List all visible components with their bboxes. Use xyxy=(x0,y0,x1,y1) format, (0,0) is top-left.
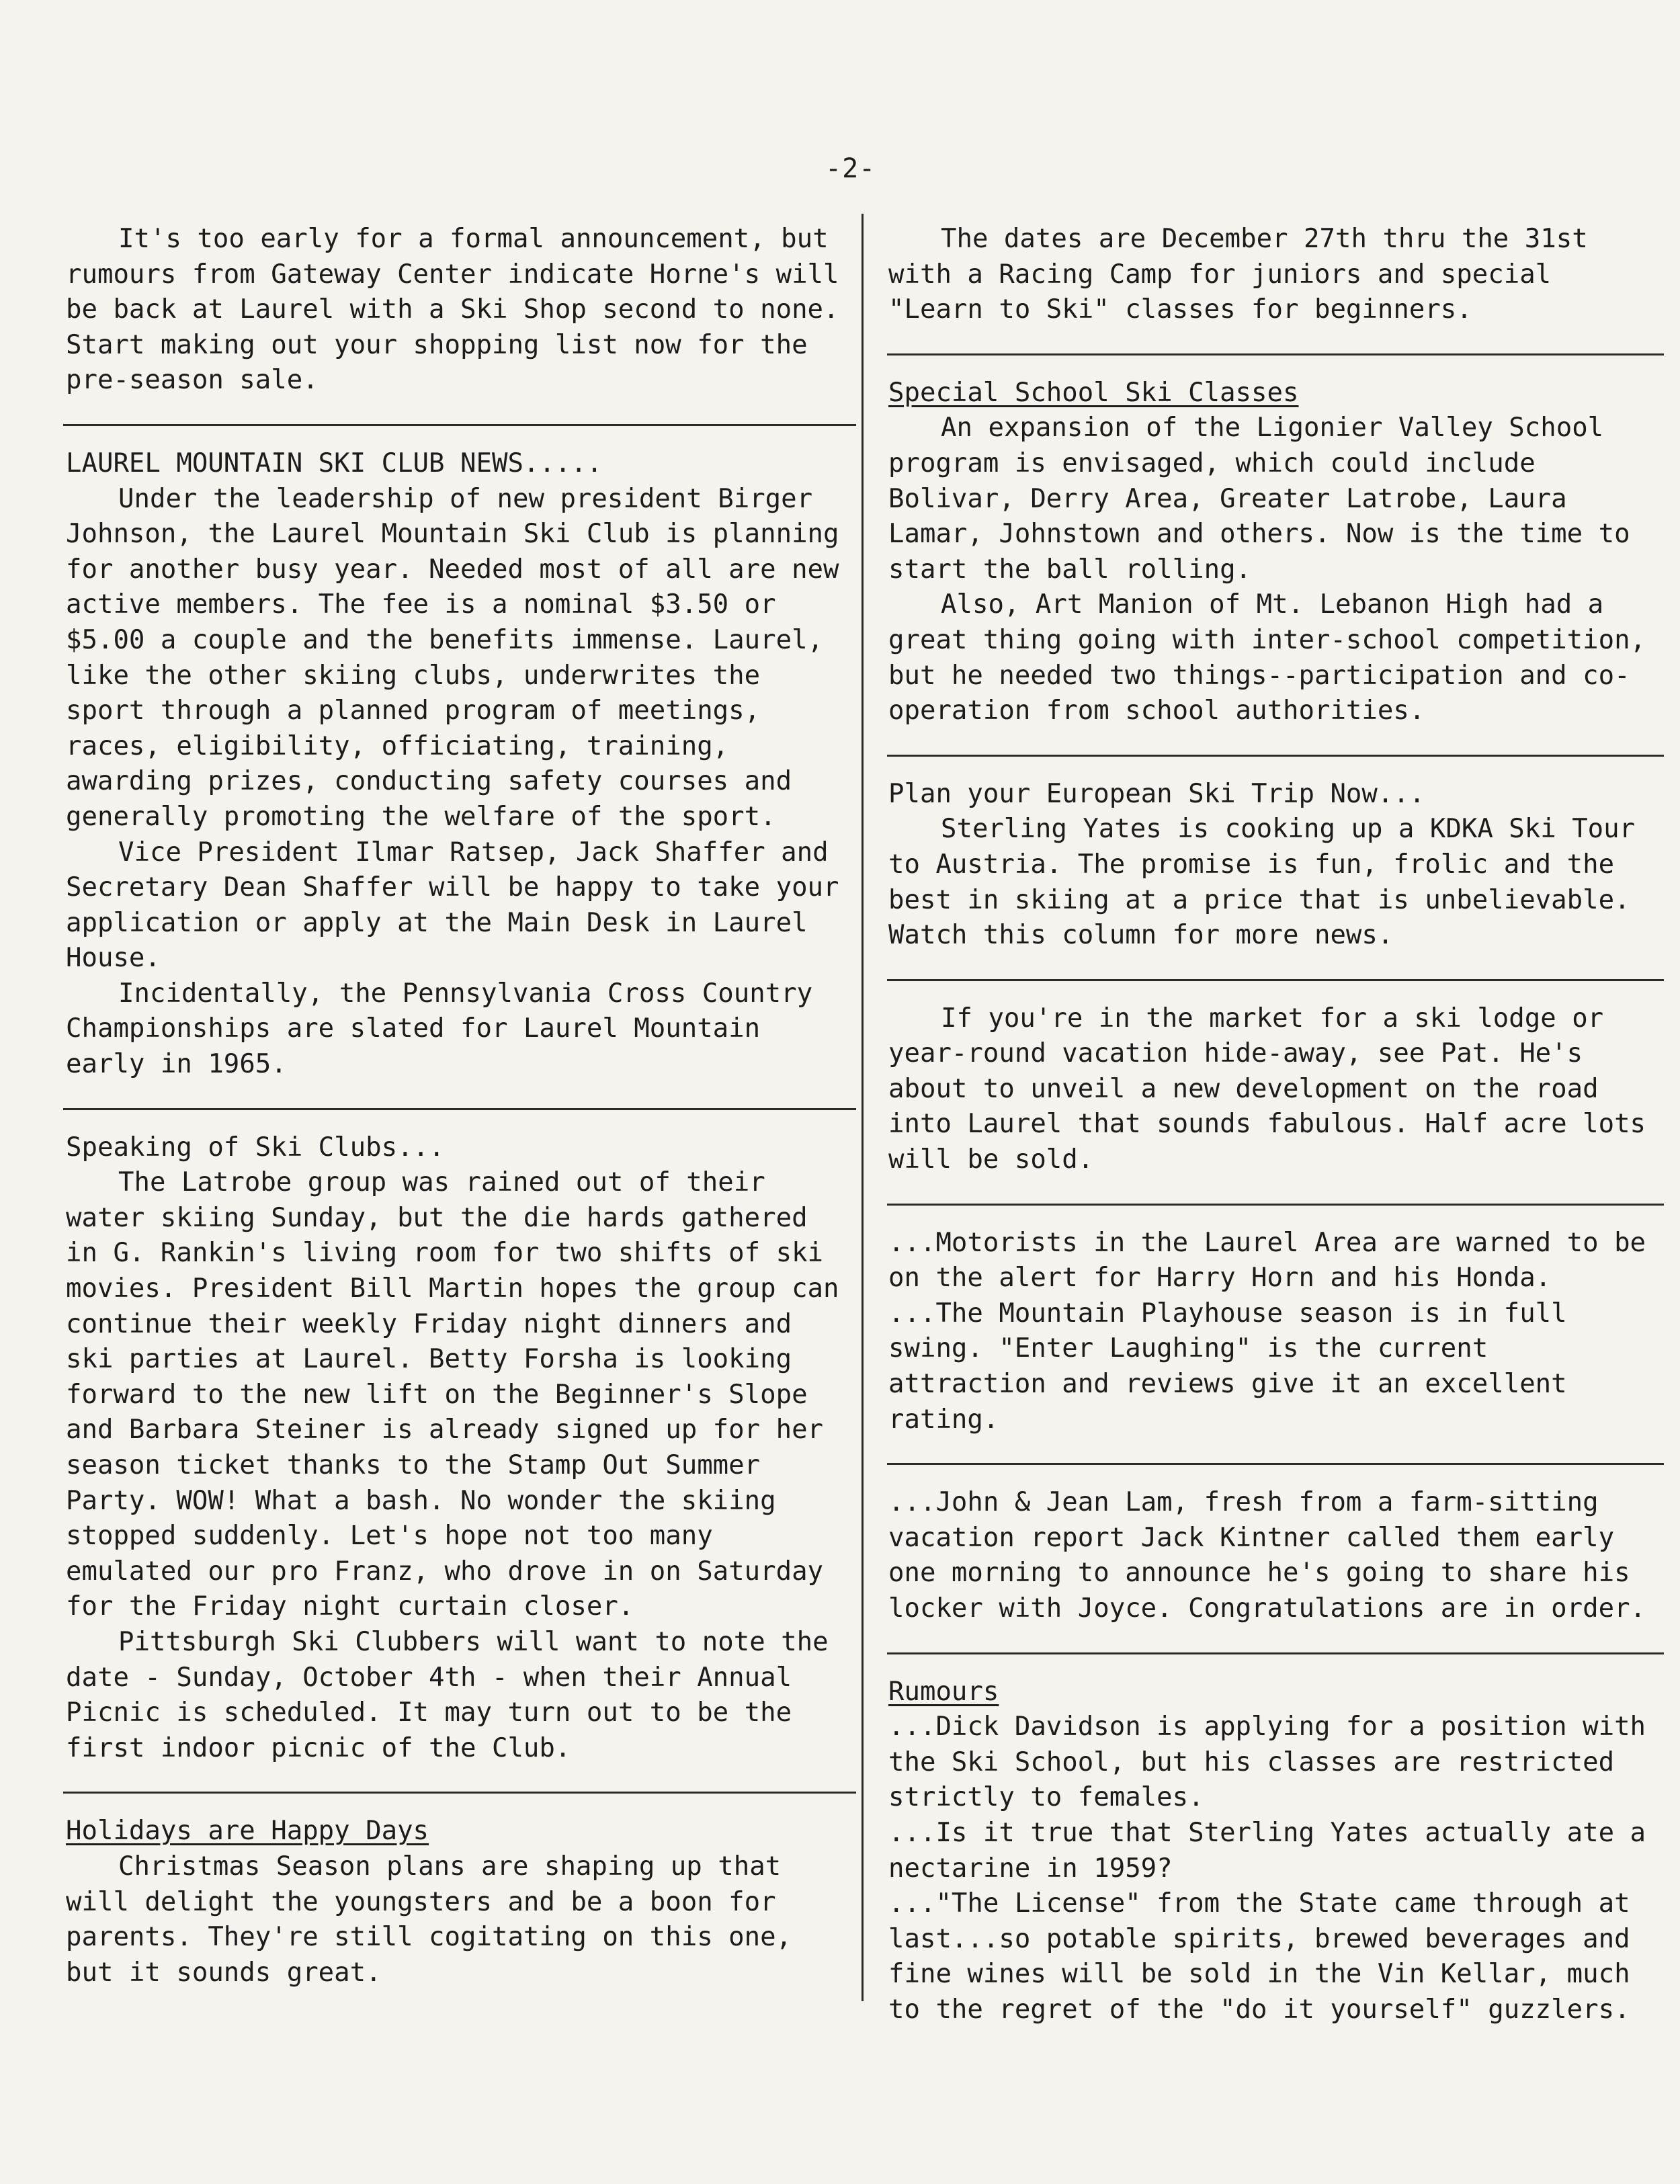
column-divider xyxy=(862,214,864,2001)
section-divider xyxy=(887,979,1664,981)
paragraph: The Latrobe group was rained out of their water skiing Sunday, but the die hards gathered in G. Rankin's living room for two shifts of ski movies. President Bill Martin hopes the group can continue their weekly Friday night dinners and ski parties at Laurel. Betty Forsha is looking forward to the new lift on the Beginner's Slope and Barbara Steiner is already signed up for her season ticket thanks to the Stamp Out Summer Party. WOW! What a bash. No wonder the skiing stopped suddenly. Let's hope not too many emulated our pro Franz, who drove in on Saturday for the Friday night curtain closer. xyxy=(66,1167,839,1622)
section-divider xyxy=(63,1792,856,1794)
paragraph: ...The Mountain Playhouse season is in full swing. "Enter Laughing" is the current attraction and reviews give it an excellent rating. xyxy=(888,1298,1567,1435)
paragraph: Incidentally, the Pennsylvania Cross Country Championships are slated for Laurel Mountain early in 1965. xyxy=(66,978,813,1080)
section-title: Special School Ski Classes xyxy=(888,377,1299,408)
page-number: -2- xyxy=(825,153,876,184)
paragraph: Under the leadership of new president Birger Johnson, the Laurel Mountain Ski Club is planning for another busy year. Needed most of all are new active members. The fee is a nominal $3.50 or $5.00 a couple and the benefits immense. Laurel, like the other skiing clubs, underwrites the sport through a planned program of meetings, races, eligibility, officiating, training, awarding prizes, conducting safety courses and generally promoting the welfare of the sport. xyxy=(66,483,839,832)
section-divider xyxy=(887,353,1664,355)
section-divider xyxy=(887,1652,1664,1654)
section-divider xyxy=(63,424,856,426)
lam-note xyxy=(888,1485,1654,1626)
paragraph: Christmas Season plans are shaping up that will delight the youngsters and be a boon for parents. They're still cogitating on this one, but it sounds great. xyxy=(66,1851,792,1988)
ski-lodge-notice xyxy=(888,1001,1654,1178)
laurel-ski-club-news xyxy=(66,446,852,1083)
paragraph: ...Motorists in the Laurel Area are warned to be on the alert for Harry Horn and his Honda. xyxy=(888,1227,1646,1294)
paragraph: The dates are December 27th thru the 31st with a Racing Camp for juniors and special "Learn to Ski" classes for beginners. xyxy=(888,224,1588,325)
school-ski-classes xyxy=(888,376,1654,729)
section-divider xyxy=(887,755,1664,757)
section-title: Speaking of Ski Clubs... xyxy=(66,1132,445,1163)
rumours-section xyxy=(888,1675,1654,2028)
paragraph: ...Dick Davidson is applying for a position with the Ski School, but his classes are restricted strictly to females. xyxy=(888,1712,1646,1813)
left-column xyxy=(66,222,852,1990)
ski-clubs-section xyxy=(66,1130,852,1767)
paragraph: An expansion of the Ligonier Valley School program is envisaged, which could include Bolivar, Derry Area, Greater Latrobe, Laura Lamar, Johnstown and others. Now is the time to start the ball rolling. xyxy=(888,413,1630,585)
paragraph: ...John & Jean Lam, fresh from a farm-sitting vacation report Jack Kintner called them early one morning to announce he's going to share his locker with Joyce. Congratulations are in order. xyxy=(888,1487,1646,1624)
paragraph: Pittsburgh Ski Clubbers will want to note the date - Sunday, October 4th - when their Annual Picnic is scheduled. It may turn out to be the first indoor picnic of the Club. xyxy=(66,1626,829,1763)
european-ski-trip xyxy=(888,777,1654,954)
camp-dates xyxy=(888,222,1654,328)
paragraph: ...Is it true that Sterling Yates actually ate a nectarine in 1959? xyxy=(888,1817,1646,1884)
section-title: LAUREL MOUNTAIN SKI CLUB NEWS..... xyxy=(66,448,603,478)
motorists-notes xyxy=(888,1226,1654,1438)
holidays-section xyxy=(66,1814,852,1990)
paragraph: Sterling Yates is cooking up a KDKA Ski Tour to Austria. The promise is fun, frolic and the best in skiing at a price that is unbelievable. Watch this column for more news. xyxy=(888,814,1636,951)
section-divider xyxy=(887,1204,1664,1206)
section-divider xyxy=(63,1108,856,1110)
paragraph: If you're in the market for a ski lodge or year-round vacation hide-away, see Pat. He's about to unveil a new development on the road into Laurel that sounds fabulous. Half acre lots will be sold. xyxy=(888,1003,1646,1175)
section-title: Rumours xyxy=(888,1676,999,1707)
section-divider xyxy=(887,1463,1664,1465)
paragraph: Vice President Ilmar Ratsep, Jack Shaffer and Secretary Dean Shaffer will be happy to take your application or apply at the Main Desk in Laurel House. xyxy=(66,837,839,974)
horne-announcement xyxy=(66,222,852,398)
section-title: Holidays are Happy Days xyxy=(66,1816,429,1847)
section-title: Plan your European Ski Trip Now... xyxy=(888,778,1425,809)
paragraph: It's too early for a formal announcement, but rumours from Gateway Center indicate Horne's will be back at Laurel with a Ski Shop second to none. Start making out your shopping list now for the pre-season sale. xyxy=(66,224,839,396)
paragraph: ..."The License" from the State came through at last...so potable spirits, brewed beverages and fine wines will be sold in the Vin Kellar, much to the regret of the "do it yourself" guzzlers. xyxy=(888,1888,1630,2025)
right-column xyxy=(888,222,1654,2028)
paragraph: Also, Art Manion of Mt. Lebanon High had a great thing going with inter-school competition, but he needed two things--participation and co-operation from school authorities. xyxy=(888,589,1646,726)
